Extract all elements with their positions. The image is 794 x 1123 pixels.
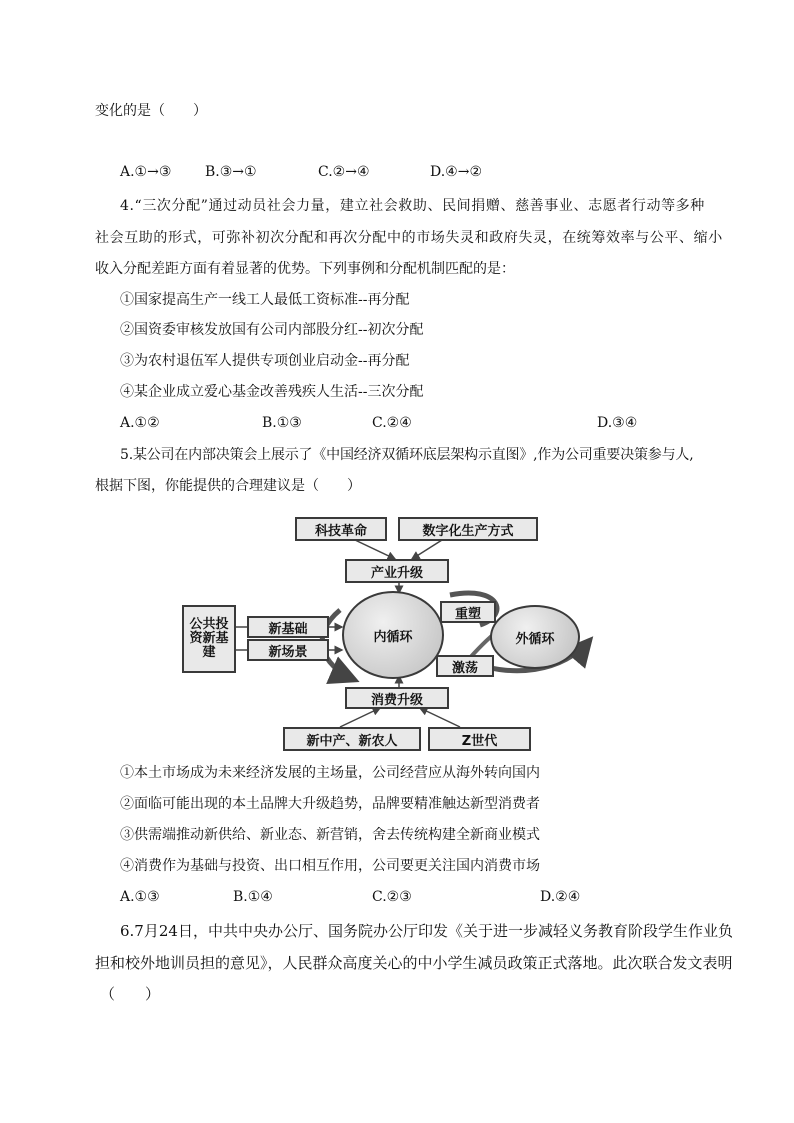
box-consumption-upgrade: 消费升级: [345, 687, 449, 709]
box-gen-z: Z世代: [428, 727, 531, 751]
circle-inner-cycle: 内循环: [342, 591, 444, 679]
q5-option-b: B.①④: [233, 889, 273, 905]
q5-item-4: ④消费作为基础与投资、出口相互作用，公司要更关注国内消费市场: [120, 858, 540, 874]
box-industry-upgrade: 产业升级: [345, 559, 449, 583]
q6-answer-blank: （ ）: [100, 985, 161, 1003]
q4-option-a: A.①②: [120, 415, 160, 431]
q4-option-b: B.①③: [262, 415, 302, 431]
q4-item-1: ①国家提高生产一线工人最低工资标准--再分配: [120, 292, 410, 308]
box-reshape: 重塑: [440, 601, 496, 623]
q3-option-c: C.②→④: [318, 164, 370, 180]
box-new-scenario: 新场景: [247, 639, 329, 661]
box-tech-revolution: 科技革命: [295, 517, 387, 541]
dual-circulation-diagram: [180, 515, 610, 755]
q4-item-2: ②国资委审核发放国有公司内部股分红--初次分配: [120, 322, 424, 338]
q3-option-d: D.④→②: [430, 164, 483, 180]
box-new-infrastructure: 新基础: [247, 616, 329, 638]
box-new-middle-class: 新中产、新农人: [283, 727, 421, 751]
q3-stem-end: 变化的是（ ）: [95, 103, 207, 119]
q3-option-b: B.③→①: [205, 164, 257, 180]
q5-stem-line-2: 根据下图，你能提供的合理建议是（ ）: [95, 478, 361, 494]
q6-stem-line-1: 6.7月24日，中共中央办公厅、国务院办公厅印发《关于进一步减轻义务教育阶段学生作业负: [120, 922, 733, 940]
q5-option-c: C.②③: [372, 889, 412, 905]
q5-stem-line-1: 5.某公司在内部决策会上展示了《中国经济双循环底层架构示直图》,作为公司重要决策参与人,: [120, 447, 694, 463]
box-stimulate: 激荡: [436, 655, 494, 677]
q4-stem-line-2: 社会互助的形式，可弥补初次分配和再次分配中的市场失灵和政府失灵，在统筹效率与公平、缩小: [95, 230, 723, 246]
box-digital-production: 数字化生产方式: [398, 517, 538, 541]
q5-item-3: ③供需端推动新供给、新业态、新营销，舍去传统构建全新商业模式: [120, 827, 540, 843]
q6-stem-line-2: 担和校外地训员担的意见》，人民群众高度关心的中小学生减员政策正式落地。此次联合发文表明: [95, 954, 733, 972]
q4-option-c: C.②④: [372, 415, 412, 431]
box-public-investment: 公共投资新基建: [182, 605, 236, 673]
q4-stem-line-1: 4.“三次分配”通过动员社会力量，建立社会救助、民间捐赠、慈善事业、志愿者行动等多种: [120, 198, 705, 214]
q4-item-4: ④某企业成立爱心基金改善残疾人生活--三次分配: [120, 384, 424, 400]
q4-item-3: ③为农村退伍军人提供专项创业启动金--再分配: [120, 353, 410, 369]
q5-option-d: D.②④: [540, 889, 581, 905]
q4-stem-line-3: 收入分配差距方面有着显著的优势。下列事例和分配机制匹配的是：: [95, 261, 515, 277]
q3-option-a: A.①→③: [120, 164, 172, 180]
q4-option-d: D.③④: [597, 415, 638, 431]
q5-item-1: ①本土市场成为未来经济发展的主场量，公司经营应从海外转向国内: [120, 765, 540, 781]
q5-option-a: A.①③: [120, 889, 160, 905]
q5-item-2: ②面临可能出现的本土品牌大升级趋势，品牌要精准触达新型消费者: [120, 796, 540, 812]
circle-outer-cycle: 外循环: [490, 605, 580, 669]
